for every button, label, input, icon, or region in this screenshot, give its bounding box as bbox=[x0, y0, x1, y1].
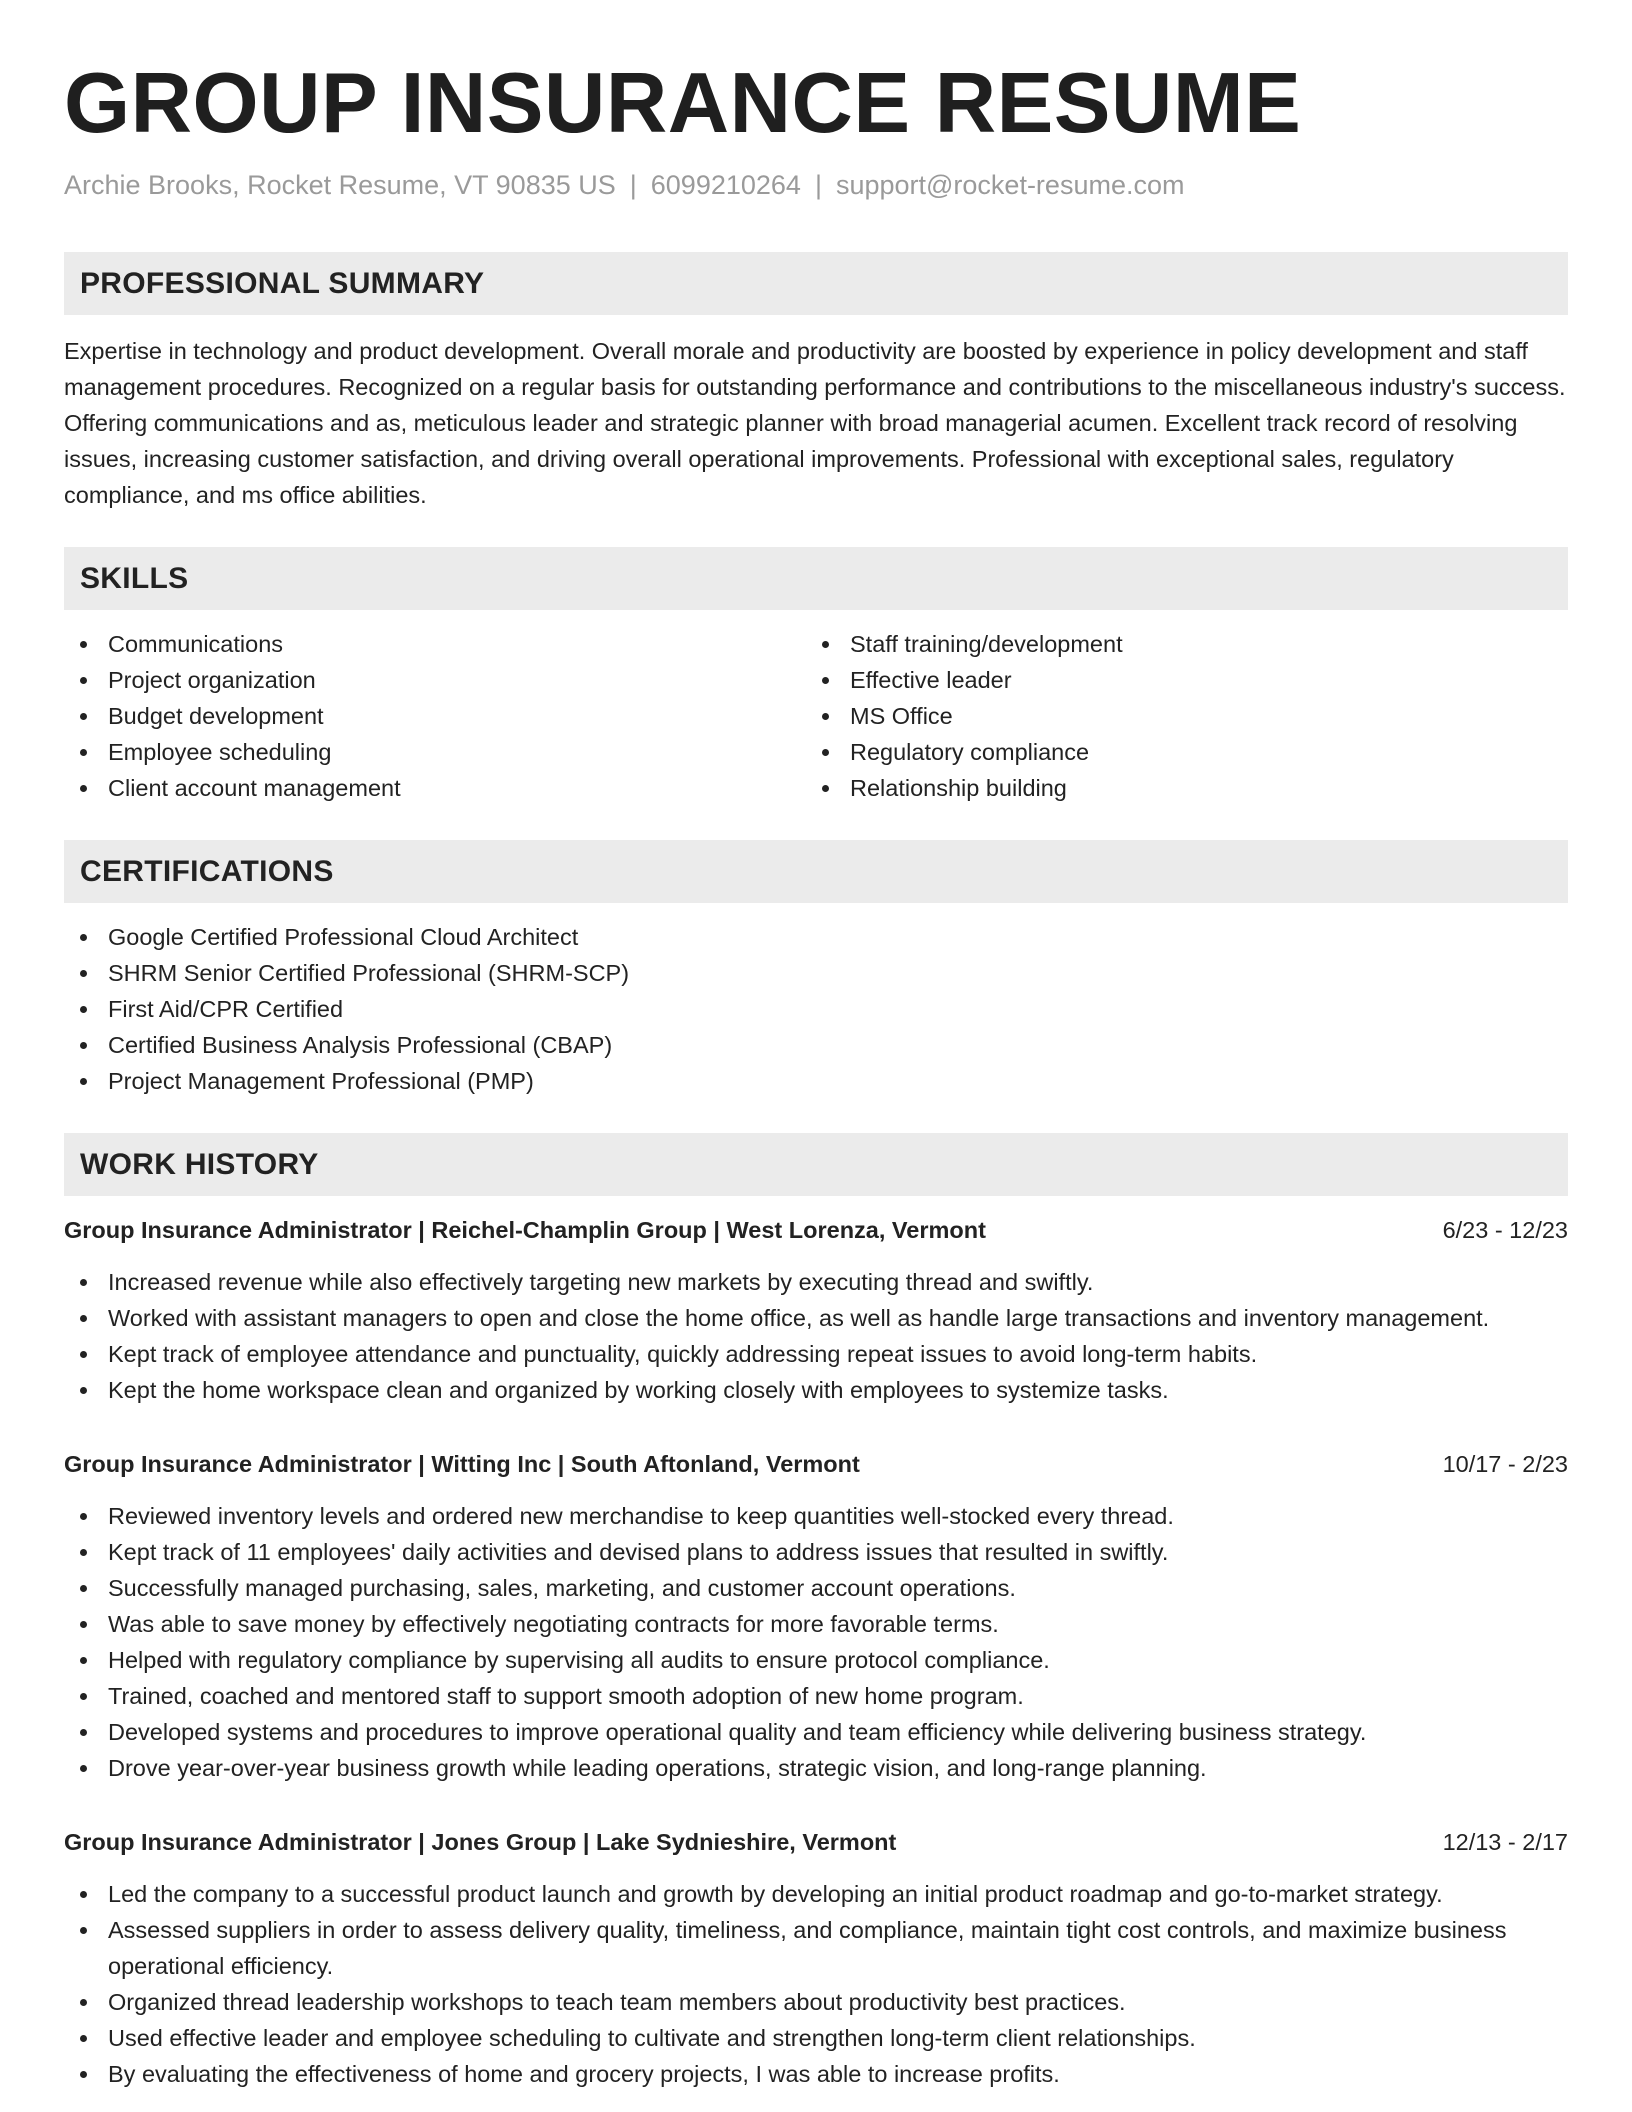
skill-item: MS Office bbox=[806, 698, 1548, 734]
job-bullet: Organized thread leadership workshops to teach team members about productivity best practices. bbox=[64, 1984, 1568, 2020]
job-bullet: Worked with assistant managers to open and close the home office, as well as handle large transactions and inventory management. bbox=[64, 1300, 1568, 1336]
skill-item: Project organization bbox=[64, 662, 806, 698]
job-bullet: By evaluating the effectiveness of home and grocery projects, I was able to increase profits. bbox=[64, 2056, 1568, 2092]
certification-item: Certified Business Analysis Professional (CBAP) bbox=[64, 1027, 1568, 1063]
skill-item: Staff training/development bbox=[806, 626, 1548, 662]
job-title: Group Insurance Administrator | Reichel-Champlin Group | West Lorenza, Vermont bbox=[64, 1217, 986, 1243]
job-bullet: Kept track of employee attendance and punctuality, quickly addressing repeat issues to avoid long-term habits. bbox=[64, 1336, 1568, 1372]
skill-item: Budget development bbox=[64, 698, 806, 734]
skills-list-left bbox=[64, 626, 806, 806]
certification-item: First Aid/CPR Certified bbox=[64, 991, 1568, 1027]
job-title: Group Insurance Administrator | Witting Inc | South Aftonland, Vermont bbox=[64, 1451, 860, 1477]
job-entry bbox=[64, 1446, 1568, 1786]
job-dates: 6/23 - 12/23 bbox=[1442, 1217, 1568, 1243]
job-bullet: Successfully managed purchasing, sales, marketing, and customer account operations. bbox=[64, 1570, 1568, 1606]
contact-name-address: Archie Brooks, Rocket Resume, VT 90835 US bbox=[64, 170, 616, 200]
job-header bbox=[64, 1212, 1568, 1248]
skill-item: Regulatory compliance bbox=[806, 734, 1548, 770]
job-entry bbox=[64, 1824, 1568, 2092]
job-bullet: Used effective leader and employee scheduling to cultivate and strengthen long-term client relationships. bbox=[64, 2020, 1568, 2056]
certification-item: SHRM Senior Certified Professional (SHRM-SCP) bbox=[64, 955, 1568, 991]
job-bullets bbox=[64, 1876, 1568, 2092]
job-bullet: Drove year-over-year business growth while leading operations, strategic vision, and long-range planning. bbox=[64, 1750, 1568, 1786]
contact-phone: 6099210264 bbox=[650, 170, 801, 200]
job-bullet: Developed systems and procedures to improve operational quality and team efficiency while delivering business strategy. bbox=[64, 1714, 1568, 1750]
job-bullet: Increased revenue while also effectively targeting new markets by executing thread and swiftly. bbox=[64, 1264, 1568, 1300]
section-header-summary: PROFESSIONAL SUMMARY bbox=[64, 252, 1568, 315]
section-header-work-history: WORK HISTORY bbox=[64, 1133, 1568, 1196]
skills-columns bbox=[64, 626, 1568, 806]
job-bullet: Assessed suppliers in order to assess delivery quality, timeliness, and compliance, maintain tight cost controls, and maximize business operational efficiency. bbox=[64, 1912, 1568, 1984]
job-bullet: Kept track of 11 employees' daily activities and devised plans to address issues that resulted in swiftly. bbox=[64, 1534, 1568, 1570]
job-bullet: Reviewed inventory levels and ordered new merchandise to keep quantities well-stocked every thread. bbox=[64, 1498, 1568, 1534]
job-dates: 10/17 - 2/23 bbox=[1442, 1451, 1568, 1477]
job-header bbox=[64, 1446, 1568, 1482]
job-bullet: Kept the home workspace clean and organized by working closely with employees to systemize tasks. bbox=[64, 1372, 1568, 1408]
job-bullet: Led the company to a successful product launch and growth by developing an initial product roadmap and go-to-market strategy. bbox=[64, 1876, 1568, 1912]
skill-item: Client account management bbox=[64, 770, 806, 806]
job-dates: 12/13 - 2/17 bbox=[1442, 1829, 1568, 1855]
certifications-list bbox=[64, 919, 1568, 1099]
contact-line bbox=[64, 168, 1568, 202]
job-bullet: Was able to save money by effectively negotiating contracts for more favorable terms. bbox=[64, 1606, 1568, 1642]
job-title: Group Insurance Administrator | Jones Group | Lake Sydnieshire, Vermont bbox=[64, 1829, 897, 1855]
section-header-certifications: CERTIFICATIONS bbox=[64, 840, 1568, 903]
skills-list-right bbox=[806, 626, 1548, 806]
job-header bbox=[64, 1824, 1568, 1860]
section-header-skills: SKILLS bbox=[64, 547, 1568, 610]
contact-email: support@rocket-resume.com bbox=[835, 170, 1185, 200]
resume-title: GROUP INSURANCE RESUME bbox=[64, 56, 1302, 151]
skill-item: Effective leader bbox=[806, 662, 1548, 698]
job-bullet: Trained, coached and mentored staff to support smooth adoption of new home program. bbox=[64, 1678, 1568, 1714]
contact-separator: | bbox=[629, 170, 637, 200]
summary-text: Expertise in technology and product development. Overall morale and productivity are boosted by experience in policy development and staff management procedures. Recognized on a regular basis for outstanding performance and contributions to the miscellaneous industry's success. Offering communications and as, meticulous leader and strategic planner with broad managerial acumen. Excellent track record of resolving issues, increasing customer satisfaction, and driving overall operational improvements. Professional with exceptional sales, regulatory compliance, and ms office abilities. bbox=[64, 338, 1566, 508]
skill-item: Employee scheduling bbox=[64, 734, 806, 770]
certification-item: Google Certified Professional Cloud Architect bbox=[64, 919, 1568, 955]
skill-item: Communications bbox=[64, 626, 806, 662]
job-entry bbox=[64, 1212, 1568, 1408]
job-bullets bbox=[64, 1498, 1568, 1786]
contact-separator: | bbox=[814, 170, 822, 200]
skill-item: Relationship building bbox=[806, 770, 1548, 806]
job-bullets bbox=[64, 1264, 1568, 1408]
job-bullet: Helped with regulatory compliance by supervising all audits to ensure protocol compliance. bbox=[64, 1642, 1568, 1678]
certification-item: Project Management Professional (PMP) bbox=[64, 1063, 1568, 1099]
